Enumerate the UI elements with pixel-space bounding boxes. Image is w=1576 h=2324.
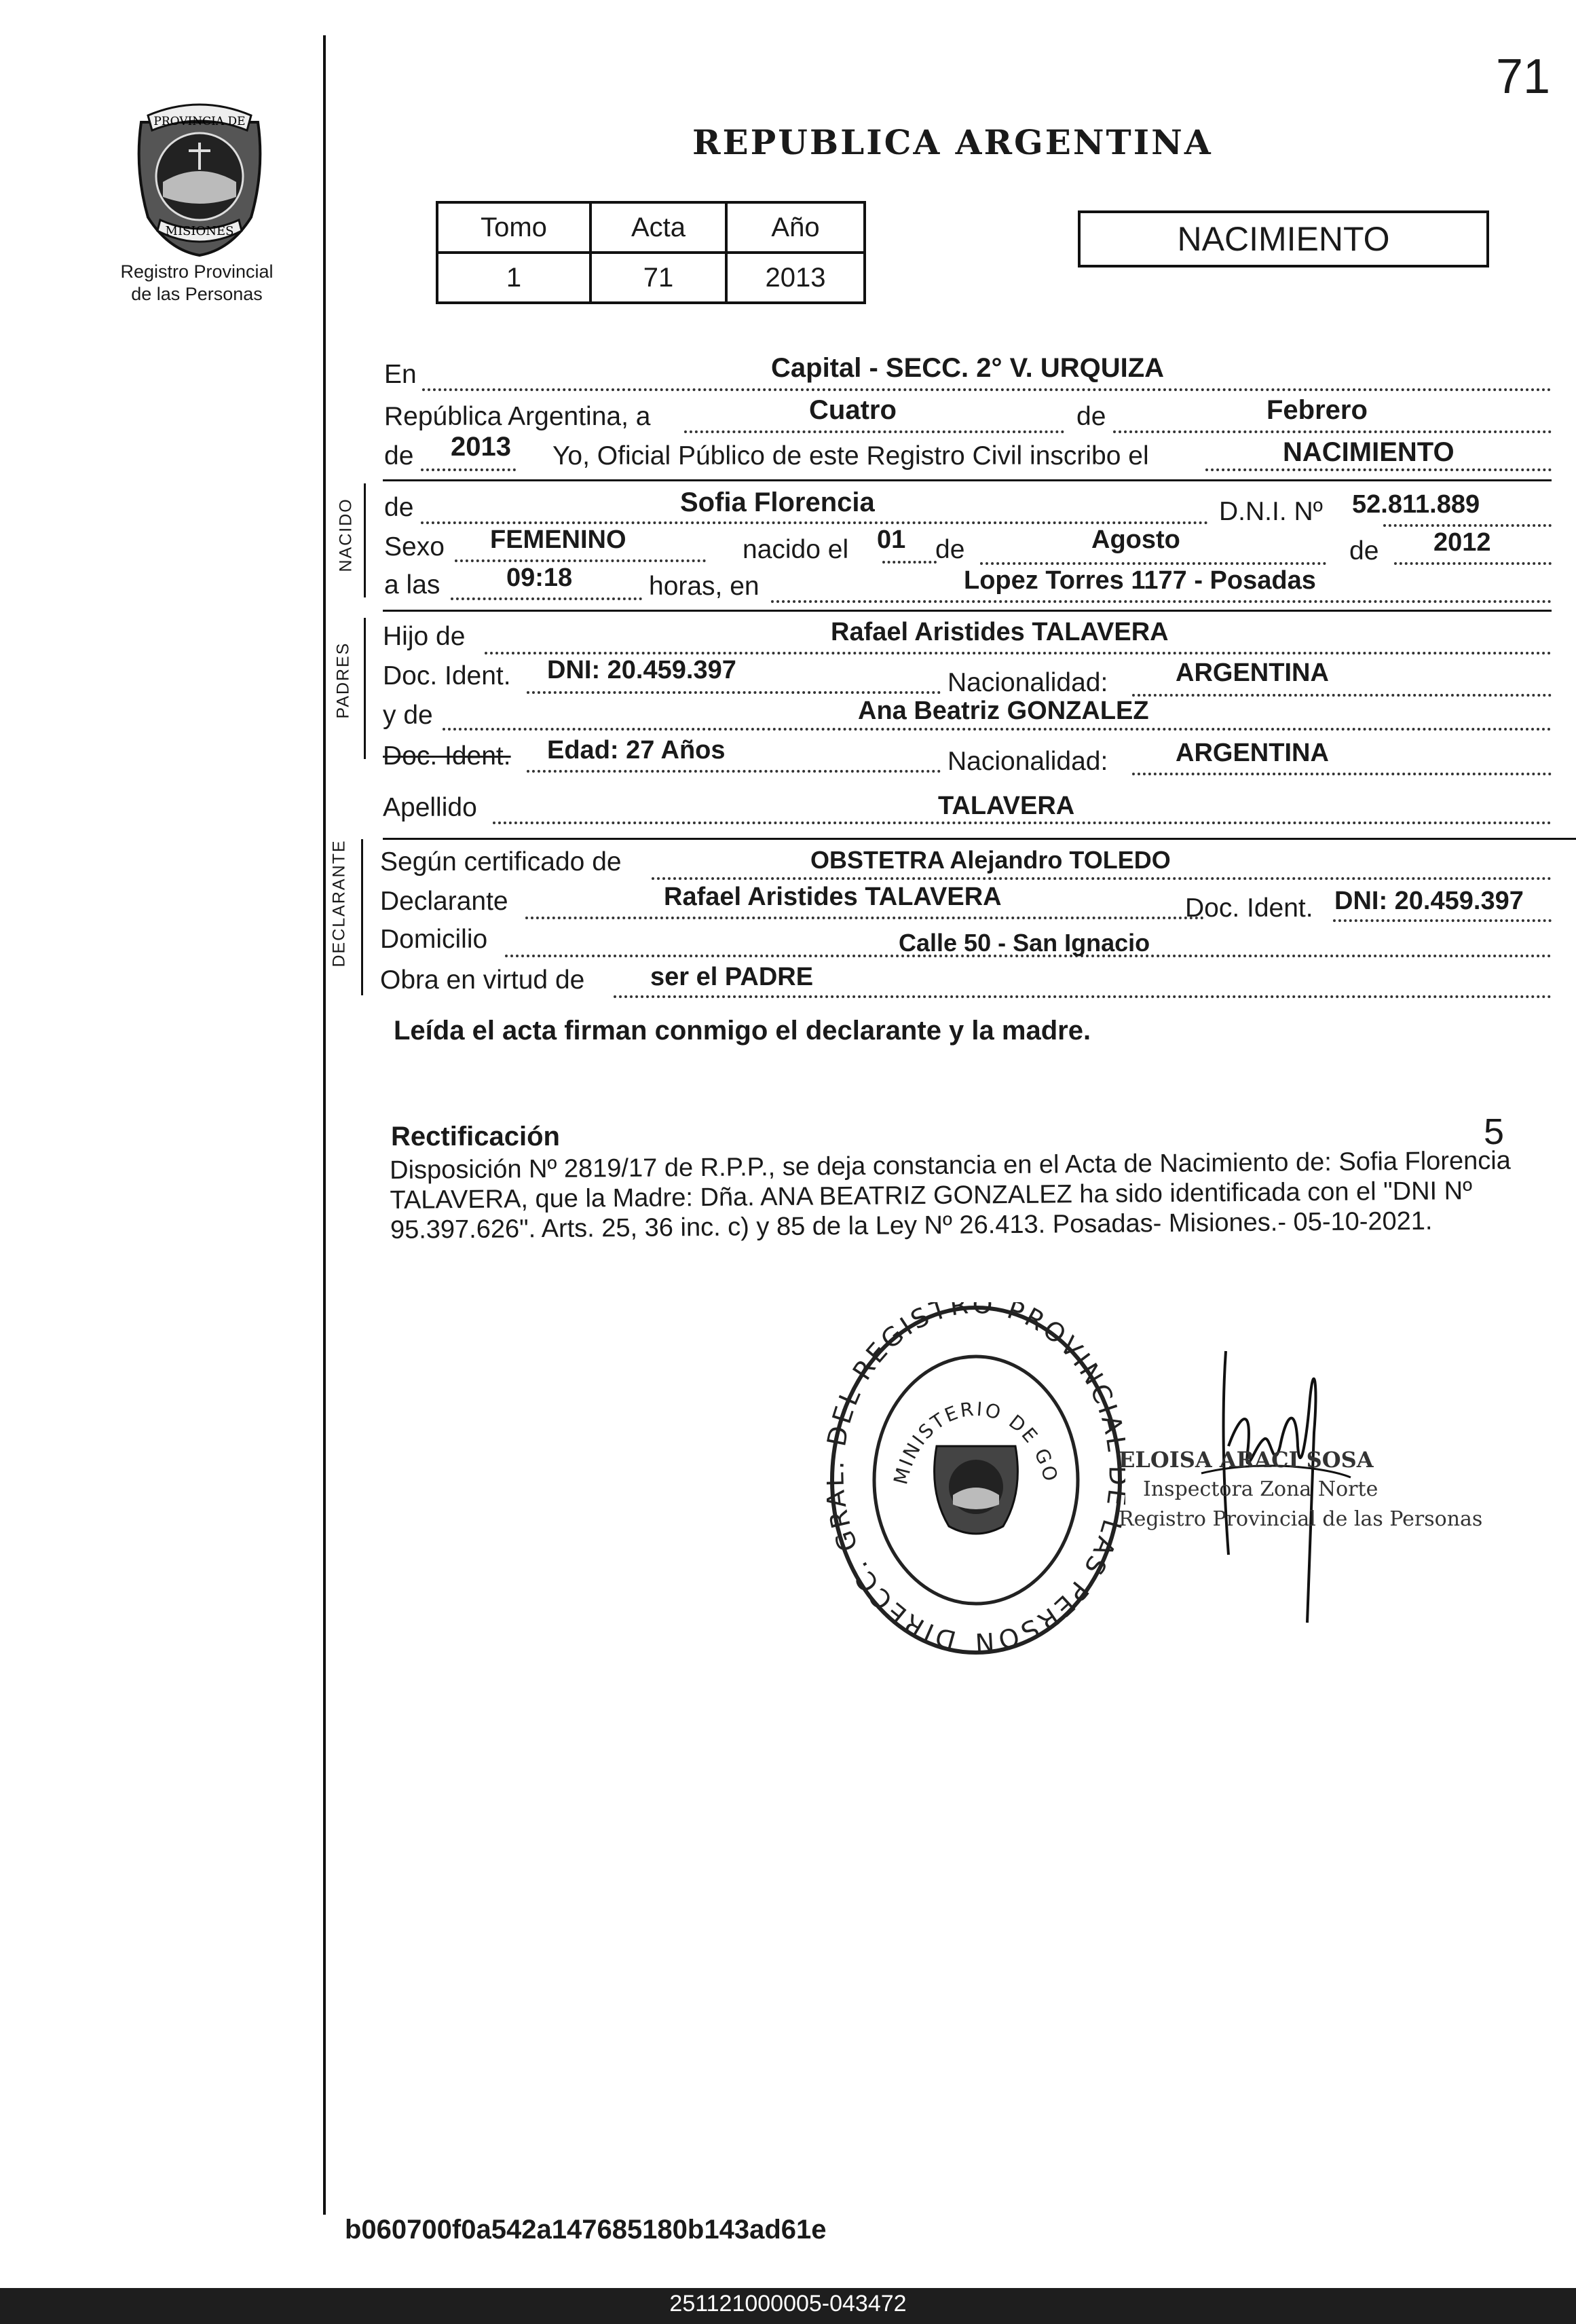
logo-text-bottom: MISIONES bbox=[165, 224, 234, 238]
field-mother-name: Ana Beatriz GONZALEZ bbox=[858, 697, 1149, 725]
signer-stamp bbox=[1119, 1445, 1482, 1534]
field-birth-time: 09:18 bbox=[506, 564, 573, 592]
header-acta: Acta bbox=[590, 202, 726, 253]
field-surname: TALAVERA bbox=[938, 792, 1075, 820]
field-address: Calle 50 - San Ignacio bbox=[899, 929, 1150, 957]
official-seal bbox=[827, 1302, 1125, 1658]
divider-line bbox=[383, 610, 1552, 612]
dotted-line bbox=[443, 728, 1552, 731]
field-father-doc: DNI: 20.459.397 bbox=[547, 656, 736, 684]
field-mother-age: Edad: 27 Años bbox=[547, 736, 726, 764]
signer-title: Inspectora Zona Norte bbox=[1143, 1477, 1378, 1501]
line-declarant bbox=[380, 879, 1552, 923]
label-doc: Doc. Ident. bbox=[383, 661, 511, 690]
line-father-doc bbox=[383, 653, 1552, 697]
label-en: En bbox=[384, 360, 417, 389]
section-label-declarante: DECLARANTE bbox=[329, 839, 349, 967]
field-birth-month: Agosto bbox=[1091, 525, 1180, 554]
section-label-nacido: NACIDO bbox=[336, 498, 356, 572]
label-hours: horas, en bbox=[649, 572, 759, 601]
header-anio: Año bbox=[726, 202, 865, 253]
field-birth-year: 2012 bbox=[1433, 528, 1491, 557]
label-certificate: Según certificado de bbox=[380, 847, 622, 877]
line-en bbox=[383, 353, 1552, 394]
line-time-place bbox=[383, 564, 1552, 604]
declarante-bracket bbox=[361, 839, 363, 995]
record-table-header bbox=[437, 202, 865, 253]
record-table-values bbox=[437, 253, 865, 303]
rectification-number: 5 bbox=[1484, 1111, 1505, 1152]
read-note: Leída el acta firman conmigo el declarante y la madre. bbox=[394, 1016, 1091, 1046]
dotted-line bbox=[684, 430, 1064, 433]
label-doc-struck: Doc. Ident. bbox=[383, 741, 511, 771]
record-table bbox=[436, 201, 866, 304]
value-acta: 71 bbox=[590, 253, 726, 303]
field-month: Febrero bbox=[1267, 395, 1368, 425]
label-de-3: de bbox=[384, 493, 414, 522]
registry-caption bbox=[95, 261, 299, 306]
line-address bbox=[380, 918, 1552, 959]
dotted-line bbox=[527, 770, 941, 773]
label-nationality-2: Nacionalidad: bbox=[948, 747, 1108, 776]
line-acts-as bbox=[380, 957, 1552, 998]
dotted-line bbox=[421, 468, 516, 471]
label-dni: D.N.I. Nº bbox=[1219, 497, 1323, 526]
line-surname bbox=[383, 785, 1552, 826]
field-birth-place: Lopez Torres 1177 - Posadas bbox=[964, 566, 1316, 595]
field-birth-day: 01 bbox=[877, 525, 906, 554]
dotted-line bbox=[771, 600, 1552, 603]
label-surname: Apellido bbox=[383, 793, 477, 822]
province-logo bbox=[128, 95, 271, 258]
line-father bbox=[383, 614, 1552, 654]
dotted-line bbox=[451, 597, 642, 600]
rectification-text: Disposición Nº 2819/17 de R.P.P., se deja constancia en el Acta de Nacimiento de: Sofia Florencia TALAVERA, que la Madre: Dña. ANA BEATRIZ GONZALEZ ha sido identificada con el "DNI Nº 95.397.626". Arts. 25, 36 inc. c) y 85 de la Ley Nº 26.413. Posadas- Misiones.- 05-10-2021. bbox=[390, 1146, 1511, 1244]
field-acts-as: ser el PADRE bbox=[650, 963, 814, 991]
field-sex: FEMENINO bbox=[490, 525, 626, 554]
value-tomo: 1 bbox=[437, 253, 590, 303]
line-mother-doc bbox=[383, 732, 1552, 776]
label-child-of: Hijo de bbox=[383, 622, 466, 651]
logo-text-top: PROVINCIA DE bbox=[153, 115, 246, 128]
line-sex bbox=[383, 525, 1552, 566]
field-father-name: Rafael Aristides TALAVERA bbox=[831, 618, 1169, 646]
field-place: Capital - SECC. 2° V. URQUIZA bbox=[771, 353, 1165, 383]
dotted-line bbox=[1205, 468, 1552, 471]
label-acts-as: Obra en virtud de bbox=[380, 965, 585, 995]
field-inscription-type: NACIMIENTO bbox=[1283, 437, 1455, 467]
label-address: Domicilio bbox=[380, 925, 488, 954]
label-declarant: Declarante bbox=[380, 887, 508, 916]
field-declarant-doc: DNI: 20.459.397 bbox=[1334, 887, 1524, 915]
footer-id: 251121000005-043472 bbox=[669, 2291, 907, 2317]
field-child-name: Sofia Florencia bbox=[680, 487, 875, 517]
dotted-line bbox=[1113, 430, 1552, 433]
dotted-line bbox=[614, 995, 1552, 998]
signer-office: Registro Provincial de las Personas bbox=[1119, 1507, 1483, 1531]
line-republica bbox=[383, 395, 1552, 436]
nacido-bracket bbox=[364, 483, 366, 597]
line-child-name bbox=[383, 486, 1552, 527]
label-de-2: de bbox=[384, 441, 414, 471]
rectification-title: Rectificación bbox=[391, 1122, 560, 1151]
dotted-line bbox=[493, 822, 1552, 824]
line-certificate bbox=[380, 839, 1552, 880]
label-declarant-doc: Doc. Ident. bbox=[1185, 893, 1313, 923]
field-declarant-name: Rafael Aristides TALAVERA bbox=[664, 883, 1002, 911]
label-sex: Sexo bbox=[384, 532, 445, 561]
label-inscribe: Yo, Oficial Público de este Registro Civil inscribo el bbox=[552, 441, 1149, 471]
document-hash: b060700f0a542a147685180b143ad61e bbox=[345, 2215, 827, 2245]
seal-inner-text: MINISTERIO DE GO bbox=[889, 1397, 1063, 1487]
label-de-5: de bbox=[1349, 536, 1379, 566]
label-nationality: Nacionalidad: bbox=[948, 668, 1108, 697]
header-tomo: Tomo bbox=[437, 202, 590, 253]
value-anio: 2013 bbox=[726, 253, 865, 303]
line-mother bbox=[383, 693, 1552, 733]
label-and-of: y de bbox=[383, 701, 433, 730]
seal-outer-text: DIRECC. G EL REGISTRO PROVINCI LAS PERSON bbox=[827, 1302, 1125, 1658]
registry-caption-line2: de las Personas bbox=[131, 284, 263, 304]
field-day-written: Cuatro bbox=[809, 395, 897, 425]
signer-name: ELOISA ARACI SOSA bbox=[1119, 1447, 1374, 1473]
dotted-line bbox=[421, 521, 1208, 524]
field-father-nationality: ARGENTINA bbox=[1176, 659, 1329, 687]
padres-bracket bbox=[364, 618, 366, 759]
section-label-padres: PADRES bbox=[333, 642, 353, 719]
line-year bbox=[383, 432, 1552, 475]
label-de: de bbox=[1076, 402, 1106, 431]
label-at: a las bbox=[384, 570, 440, 600]
label-born-on: nacido el bbox=[743, 535, 849, 564]
country-title: REPUBLICA ARGENTINA bbox=[692, 122, 1213, 162]
label-de-4: de bbox=[935, 535, 965, 564]
dotted-line bbox=[1132, 773, 1552, 775]
label-republica: República Argentina, a bbox=[384, 402, 651, 431]
field-certificate-by: OBSTETRA Alejandro TOLEDO bbox=[810, 846, 1171, 874]
field-mother-nationality: ARGENTINA bbox=[1176, 739, 1329, 767]
page-number: 71 bbox=[1496, 50, 1551, 104]
divider-line bbox=[383, 479, 1552, 481]
left-margin-rule bbox=[323, 35, 326, 2215]
record-type-box: NACIMIENTO bbox=[1078, 210, 1489, 268]
field-child-dni: 52.811.889 bbox=[1352, 490, 1480, 519]
dotted-line bbox=[455, 559, 706, 562]
registry-caption-line1: Registro Provincial bbox=[120, 261, 274, 282]
field-year: 2013 bbox=[451, 432, 511, 462]
dotted-line bbox=[422, 388, 1552, 391]
